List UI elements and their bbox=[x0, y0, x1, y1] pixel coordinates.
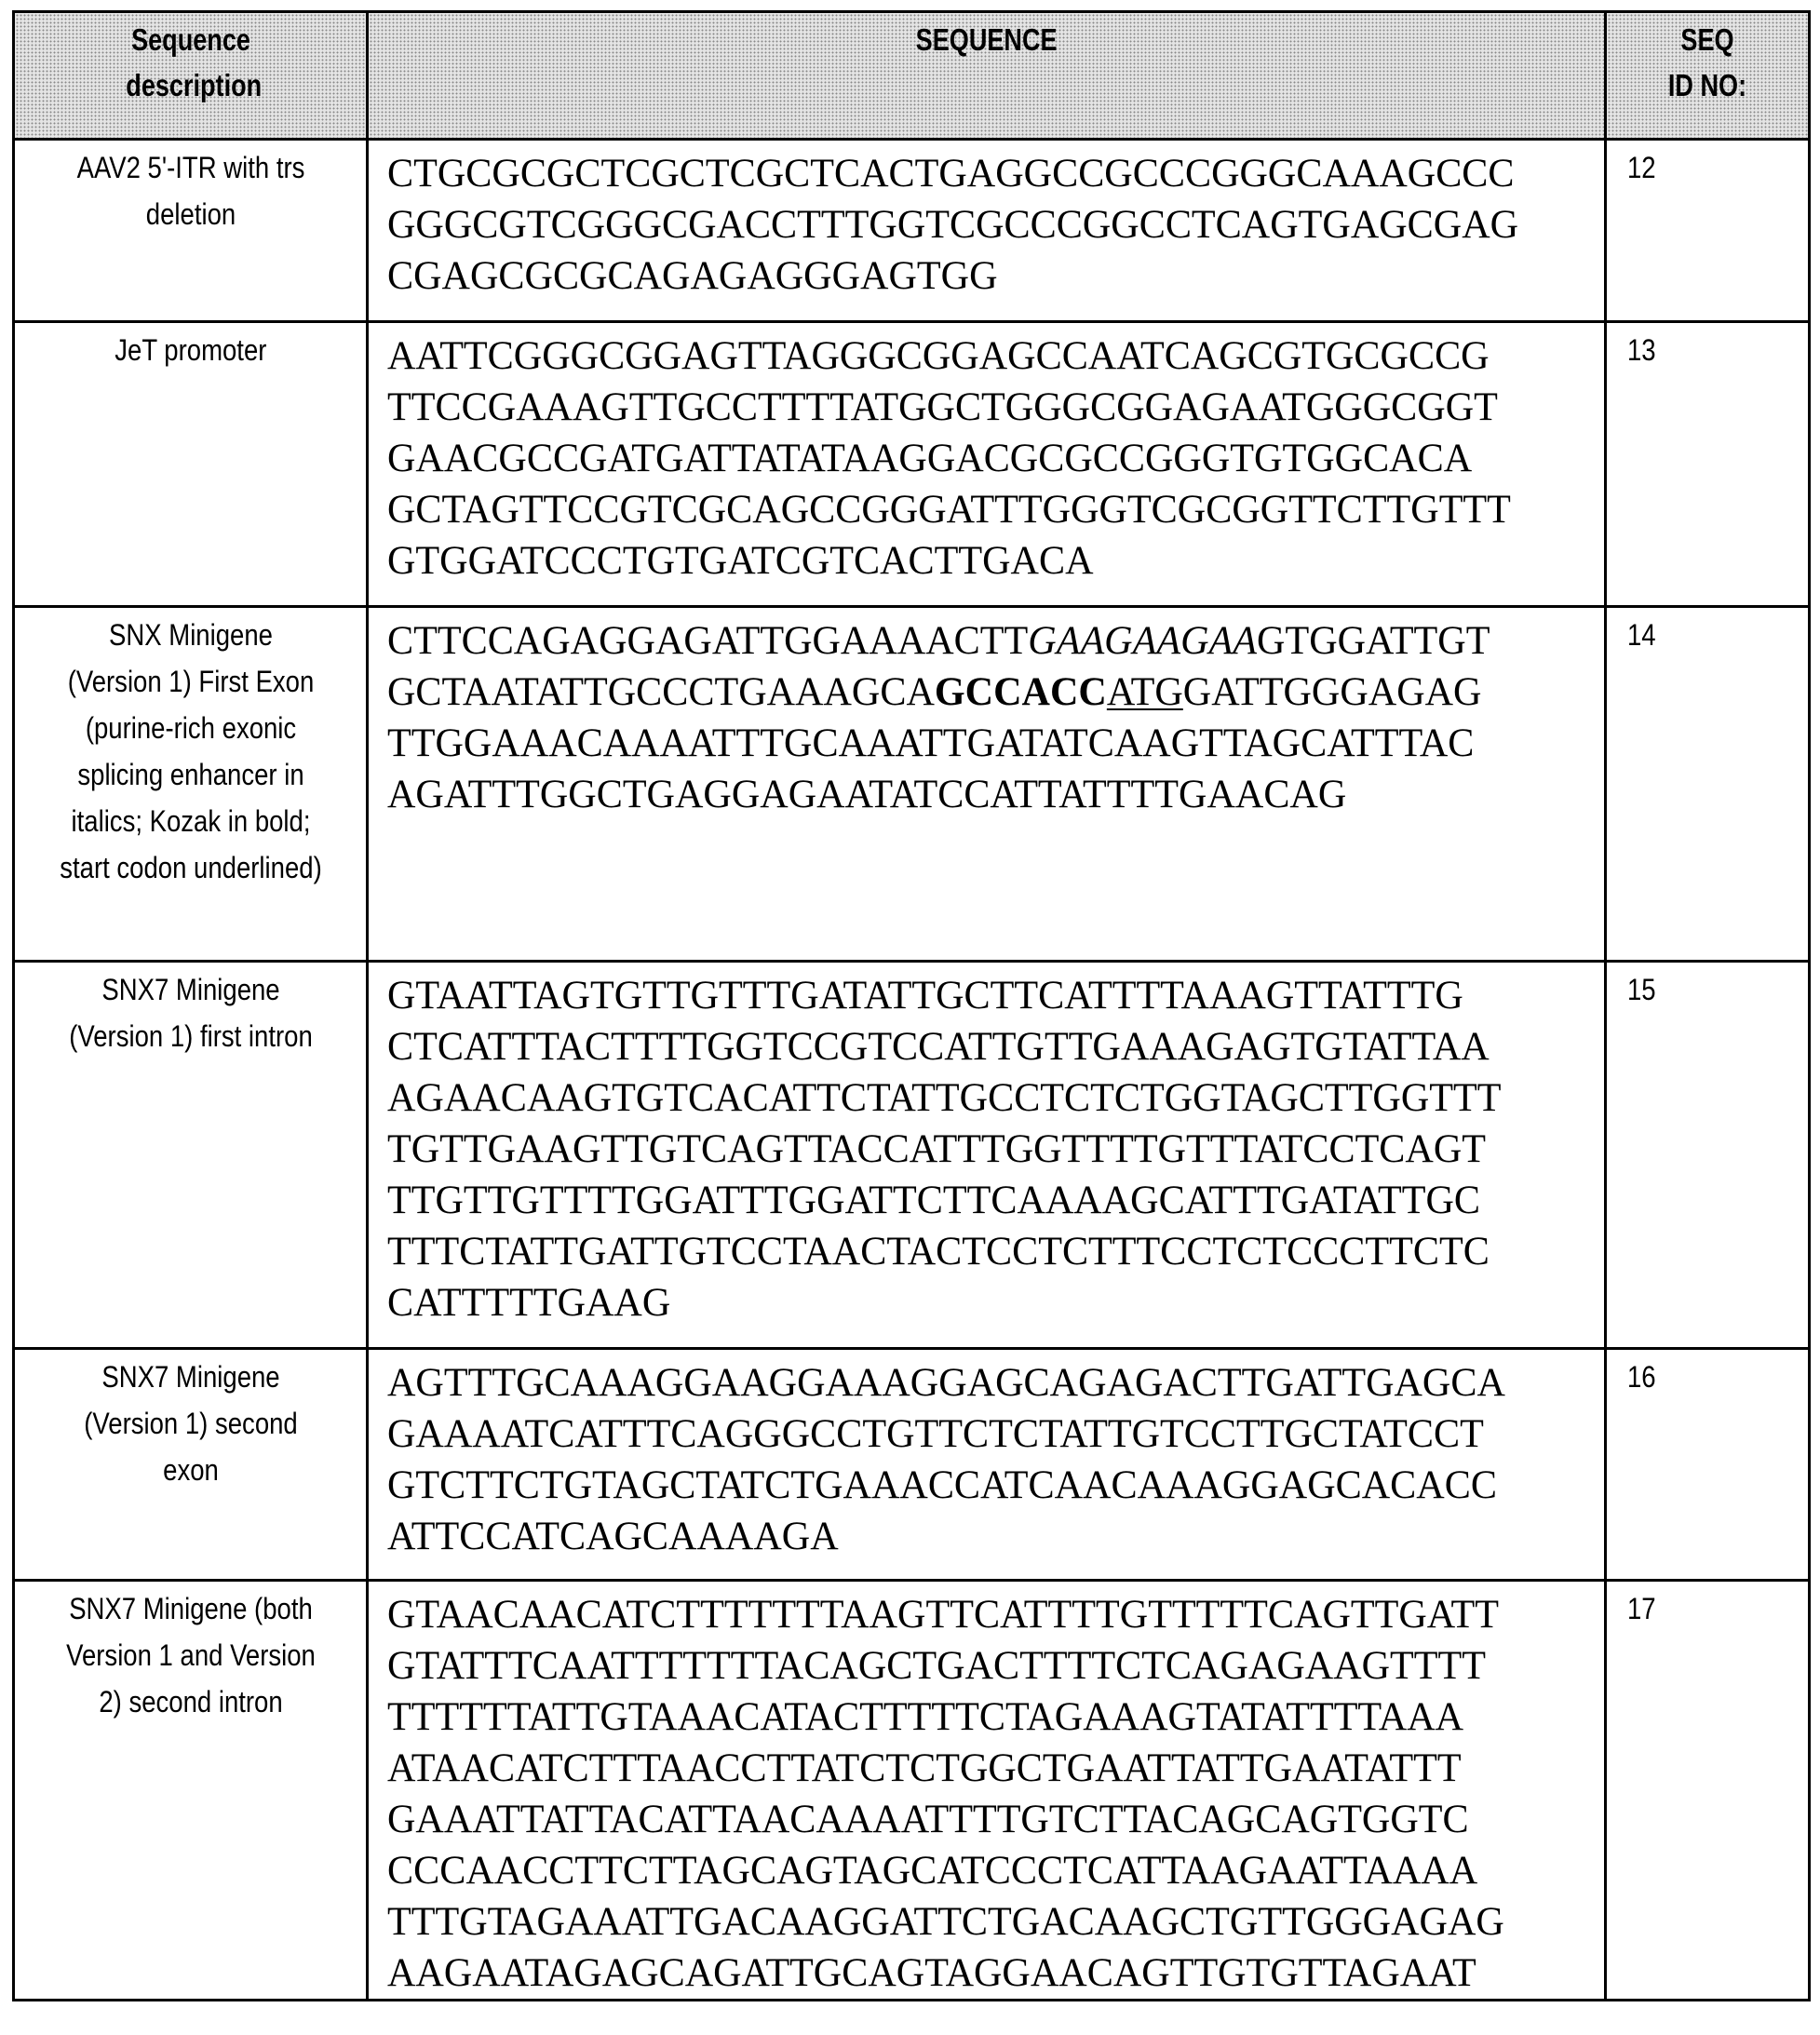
sequence-segment-underline: ATG bbox=[1107, 670, 1183, 714]
sequence-line: TTTTTTATTGTAAACATACTTTTTCTAGAAAGTATATTTTAAA bbox=[387, 1691, 1580, 1743]
sequence-segment-italic: GAAGAAGAA bbox=[1028, 619, 1257, 663]
sequence-description: SNX7 Minigene (both Version 1 and Version 2) second intron bbox=[59, 1585, 323, 1725]
sequence-description: AAV2 5'-ITR with trs deletion bbox=[59, 144, 323, 237]
seq-id-cell bbox=[1606, 962, 1810, 1349]
sequence-line: TTGTTGTTTTGGATTTGGATTCTTCAAAAGCATTTGATATTGC bbox=[387, 1175, 1580, 1226]
sequence-description-cell bbox=[14, 962, 368, 1349]
sequence-description-cell bbox=[14, 1581, 368, 2001]
sequence-cell bbox=[368, 322, 1606, 607]
sequence-line: GTAATTAGTGTTGTTTGATATTGCTTCATTTTAAAGTTATTTG bbox=[387, 970, 1580, 1021]
sequence-line: CCCAACCTTCTTAGCAGTAGCATCCCTCATTAAGAATTAAAA bbox=[387, 1845, 1580, 1896]
table-row bbox=[14, 962, 1810, 1349]
seq-id-number: 15 bbox=[1627, 966, 1656, 1013]
sequence-segment-normal: GCTAATATTGCCCTGAAAGCA bbox=[387, 670, 935, 714]
seq-id-cell bbox=[1606, 1349, 1810, 1581]
seq-id-cell bbox=[1606, 140, 1810, 322]
table-row bbox=[14, 1349, 1810, 1581]
sequence-line bbox=[387, 615, 1580, 667]
seq-id-number: 14 bbox=[1627, 612, 1656, 658]
seq-id-cell bbox=[1606, 607, 1810, 962]
sequence-line: TGTTGAAGTTGTCAGTTACCATTTGGTTTTGTTTATCCTCAGT bbox=[387, 1124, 1580, 1175]
sequence-table bbox=[12, 10, 1811, 2001]
sequence-line: GTAACAACATCTTTTTTTAAGTTCATTTTGTTTTTCAGTTGATT bbox=[387, 1589, 1580, 1640]
sequence-line: ATAACATCTTTAACCTTATCTCTGGCTGAATTATTGAATATTT bbox=[387, 1743, 1580, 1794]
header-label: SEQ ID NO: bbox=[1665, 17, 1749, 108]
sequence-line: CGAGCGCGCAGAGAGGGAGTGG bbox=[387, 250, 1580, 302]
sequence-line: CATTTTTGAAG bbox=[387, 1277, 1580, 1328]
table-row bbox=[14, 140, 1810, 322]
seq-id-number: 13 bbox=[1627, 327, 1656, 373]
sequence-line: CTCATTTACTTTTGGTCCGTCCATTGTTGAAAGAGTGTATTAA bbox=[387, 1021, 1580, 1072]
sequence-line: TTTCTATTGATTGTCCTAACTACTCCTCTTTCCTCTCCCTTCTC bbox=[387, 1226, 1580, 1277]
table-row bbox=[14, 322, 1810, 607]
sequence-line: AATTCGGGCGGAGTTAGGGCGGAGCCAATCAGCGTGCGCCG bbox=[387, 330, 1580, 382]
seq-id-number: 16 bbox=[1627, 1354, 1656, 1400]
header-label: SEQUENCE bbox=[916, 17, 1058, 62]
sequence-line: ATTCCATCAGCAAAAGA bbox=[387, 1511, 1580, 1562]
sequence-segment-bold: GCCACC bbox=[935, 670, 1107, 714]
sequence-description: JeT promoter bbox=[115, 327, 266, 373]
sequence-cell bbox=[368, 140, 1606, 322]
seq-id-cell bbox=[1606, 322, 1810, 607]
sequence-description: SNX Minigene (Version 1) First Exon (purine-rich exonic splicing enhancer in italics; Kozak in bold; start codon underlined) bbox=[59, 612, 323, 891]
sequence-segment-normal: GATTGGGAGAG bbox=[1183, 670, 1482, 714]
sequence-line bbox=[387, 667, 1580, 718]
table-header-row bbox=[14, 12, 1810, 140]
sequence-line: CTGCGCGCTCGCTCGCTCACTGAGGCCGCCCGGGCAAAGCCC bbox=[387, 148, 1580, 199]
seq-id-number: 17 bbox=[1627, 1585, 1656, 1632]
header-label: Sequence description bbox=[126, 17, 255, 108]
sequence-segment-normal: GTGGATTGT bbox=[1257, 619, 1490, 663]
sequence-line: GTATTTCAATTTTTTTACAGCTGACTTTTCTCAGAGAAGTTTT bbox=[387, 1640, 1580, 1691]
sequence-line: AGAACAAGTGTCACATTCTATTGCCTCTCTGGTAGCTTGGTTT bbox=[387, 1072, 1580, 1124]
sequence-line: GAAAATCATTTCAGGGCCTGTTCTCTATTGTCCTTGCTATCCT bbox=[387, 1408, 1580, 1460]
sequence-line: AGTTTGCAAAGGAAGGAAAGGAGCAGAGACTTGATTGAGCA bbox=[387, 1357, 1580, 1408]
table-row bbox=[14, 607, 1810, 962]
sequence-segment-normal: CTTCCAGAGGAGATTGGAAAACTT bbox=[387, 619, 1028, 663]
table-row bbox=[14, 1581, 1810, 2001]
sequence-description-cell bbox=[14, 140, 368, 322]
sequence-description: SNX7 Minigene (Version 1) first intron bbox=[59, 966, 323, 1059]
seq-id-cell bbox=[1606, 1581, 1810, 2001]
sequence-description: SNX7 Minigene (Version 1) second exon bbox=[59, 1354, 323, 1493]
sequence-line: GTGGATCCCTGTGATCGTCACTTGACA bbox=[387, 535, 1580, 586]
seq-id-number: 12 bbox=[1627, 144, 1656, 191]
sequence-line: GTCTTCTGTAGCTATCTGAAACCATCAACAAAGGAGCACACC bbox=[387, 1460, 1580, 1511]
sequence-line: AGATTTGGCTGAGGAGAATATCCATTATTTTGAACAG bbox=[387, 769, 1580, 820]
header-sequence-description bbox=[14, 12, 368, 140]
sequence-line: AAGAATAGAGCAGATTGCAGTAGGAACAGTTGTGTTAGAAT bbox=[387, 1947, 1580, 1999]
sequence-line: TTGGAAACAAAATTTGCAAATTGATATCAAGTTAGCATTTAC bbox=[387, 718, 1580, 769]
sequence-cell bbox=[368, 1349, 1606, 1581]
sequence-cell bbox=[368, 1581, 1606, 2001]
header-sequence bbox=[368, 12, 1606, 140]
sequence-line: GAAATTATTACATTAACAAAATTTTGTCTTACAGCAGTGGTC bbox=[387, 1794, 1580, 1845]
sequence-cell bbox=[368, 607, 1606, 962]
sequence-cell bbox=[368, 962, 1606, 1349]
sequence-line: GAACGCCGATGATTATATAAGGACGCGCCGGGTGTGGCACA bbox=[387, 433, 1580, 484]
sequence-description-cell bbox=[14, 607, 368, 962]
sequence-line: TTCCGAAAGTTGCCTTTTATGGCTGGGCGGAGAATGGGCGGT bbox=[387, 382, 1580, 433]
sequence-line: TTTGTAGAAATTGACAAGGATTCTGACAAGCTGTTGGGAGAG bbox=[387, 1896, 1580, 1947]
sequence-description-cell bbox=[14, 322, 368, 607]
sequence-line: GCTAGTTCCGTCGCAGCCGGGATTTGGGTCGCGGTTCTTGTTT bbox=[387, 484, 1580, 535]
sequence-description-cell bbox=[14, 1349, 368, 1581]
sequence-line: GGGCGTCGGGCGACCTTTGGTCGCCCGGCCTCAGTGAGCGAG bbox=[387, 199, 1580, 250]
header-seq-id bbox=[1606, 12, 1810, 140]
